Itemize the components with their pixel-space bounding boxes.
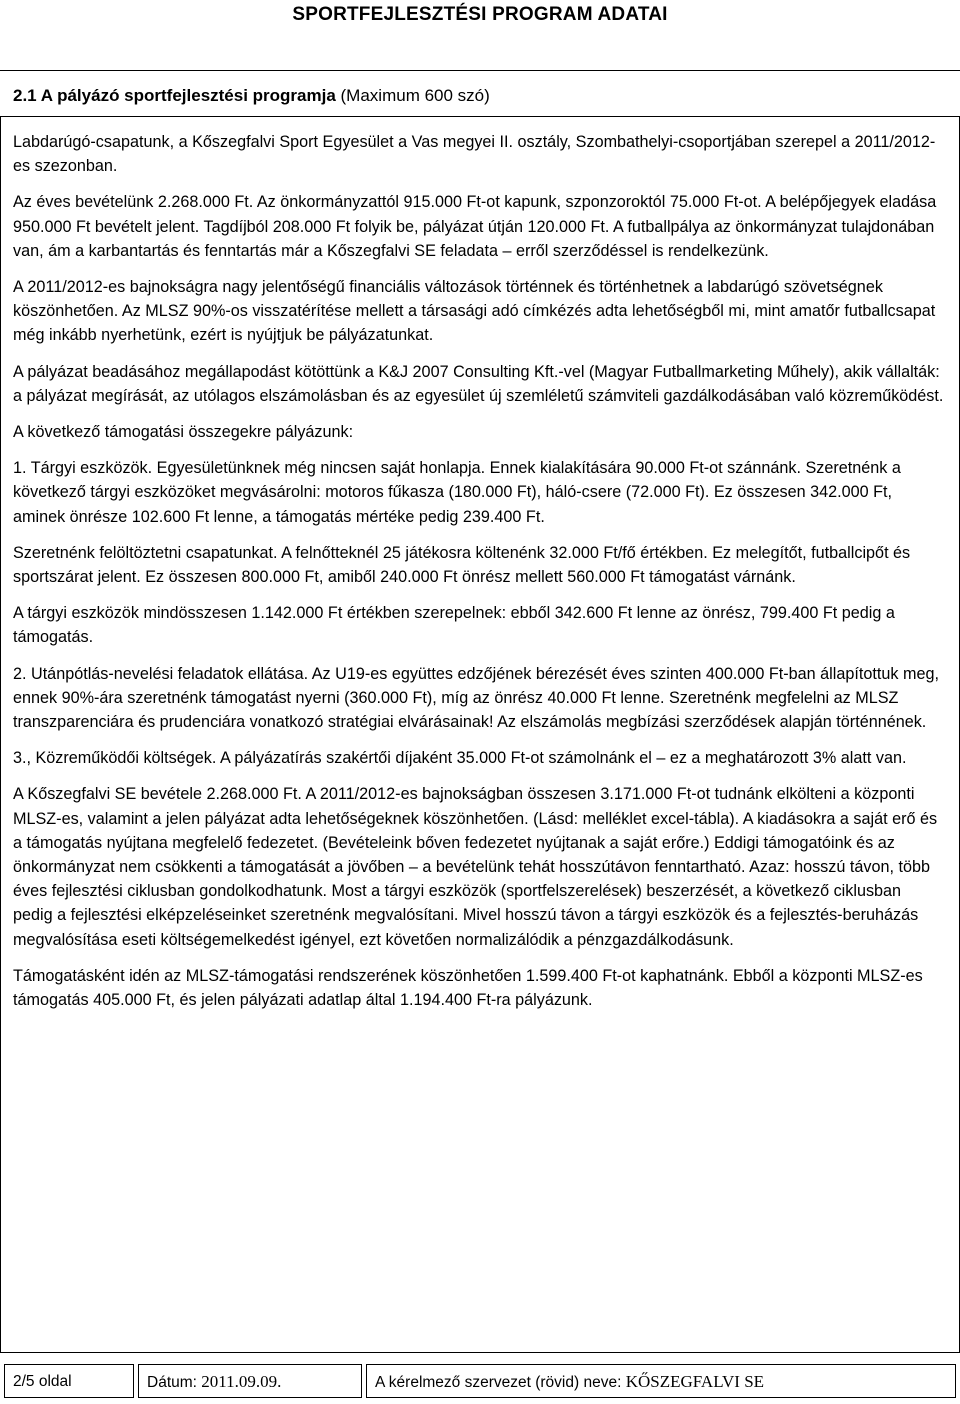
paragraph: 3., Közreműködői költségek. A pályázatírás szakértői díjaként 35.000 Ft-ot számolnánk el – ez a meghatározott 3% alatt van. (13, 749, 907, 768)
footer-date (138, 1364, 362, 1398)
paragraph: Támogatásként idén az MLSZ-támogatási rendszerének köszönhetően 1.599.400 Ft-ot kaphatnánk. Ebből a központi MLSZ-es támogatás 405.000 Ft, és jelen pályázati adatlap által 1.194.400 Ft-ra pályázunk. (13, 966, 923, 1010)
footer (0, 1364, 960, 1400)
footer-date-label: Dátum: (147, 1374, 202, 1391)
paragraph: A pályázat beadásához megállapodást kötöttünk a K&J 2007 Consulting Kft.-vel (Magyar Futballmarketing Műhely), akik vállalták: a pályázat megírását, az utólagos elszámolásban és az egyesület új szemléletű számviteli gazdálkodásában való közreműködést. (13, 362, 944, 405)
footer-organization-label: A kérelmező szervezet (rövid) neve: (375, 1374, 626, 1391)
section-heading (13, 86, 490, 106)
paragraph: A Kőszegfalvi SE bevétele 2.268.000 Ft. A 2011/2012-es bajnokságban összesen 3.171.000 Ft-ot tudnánk elkölteni a központi MLSZ-es, valamint a jelen pályázat adta lehetőségeknek köszönhetően. (Lásd: melléklet excel-tábla). A kiadásokra a saját erő és a támogatás nyújtana megfelelő fedezetet. (Bevételeink bőven fedezetet nyújtanak a saját erőre.) Eddigi támogatóink és az önkormányzat nem csökkenti a támogatását a jövőben – a bevételünk tehát hosszútávon fenntartható. Azaz: hosszú távon, több éves fejlesztési ciklusban gondolkodhatunk. Most a tárgyi eszközök (sportfelszerelések) beszerzését, a következő ciklusban pedig a fejlesztési elképzeléseinket szeretnénk megvalósítani. Mivel hosszú távon a tárgyi eszközök és a fejlesztés-beruházás megvalósítása eseti költségemelkedést igényel, ezt követően normalizálódik a pénzgazdálkodásunk. (13, 785, 938, 949)
footer-organization (366, 1364, 956, 1398)
paragraph: 2. Utánpótlás-nevelési feladatok ellátása. Az U19-es együttes edzőjének bérezését éves szinten 400.000 Ft-ban állapítottuk meg, ennek 90%-ára szeretnénk támogatást nyerni (360.000 Ft), míg az önrész 40.000 Ft lenne. Szeretnénk megfelelni az MLSZ transzparenciára és prudenciára vonatkozó stratégiai elvárásainak! Az elszámolás megbízási szerződések alapján történnének. (13, 664, 939, 732)
footer-date-value: 2011.09.09. (201, 1372, 282, 1391)
content-box-bottom-rule (0, 1352, 960, 1353)
content-box-left-border (0, 116, 1, 1352)
paragraph: 1. Tárgyi eszközök. Egyesületünknek még nincsen saját honlapja. Ennek kialakítására 90.000 Ft-ot szánnánk. Szeretnénk a következő tárgyi eszközöket megvásárolni: motoros fűkasza (180.000 Ft), háló-csere (72.000 Ft). Ez összesen 342.000 Ft, aminek önrésze 102.600 Ft lenne, a támogatás mértéke pedig 239.400 Ft. (13, 459, 901, 526)
paragraph: A következő támogatási összegekre pályázunk: (13, 423, 354, 442)
section-heading-bold: 2.1 A pályázó sportfejlesztési programja (13, 86, 336, 105)
paragraph: Labdarúgó-csapatunk, a Kőszegfalvi Sport Egyesület a Vas megyei II. osztály, Szombathelyi-csoportjában szerepel a 2011/2012-es szezonban. (13, 133, 936, 176)
footer-organization-name: KŐSZEGFALVI SE (625, 1372, 765, 1391)
paragraph: Szeretnénk felöltöztetni csapatunkat. A felnőtteknél 25 játékosra költenénk 32.000 Ft/fő értékben. Ez melegítőt, futballcipőt és sportszárat jelent. Ez összesen 800.000 Ft, amiből 240.000 Ft önrész mellett 560.000 Ft támogatást várnánk. (13, 543, 911, 587)
paragraph: A 2011/2012-es bajnokságra nagy jelentőségű financiális változások történnek és történhetnek a labdarúgó szövetségnek köszönhetően. Az MLSZ 90%-os visszatérítése mellett a társasági adó címkézés adta lehetőségből mi, mint amatőr futballcsapat még inkább nyerhetünk, ezért is nyújtjuk be pályázatunkat. (13, 278, 936, 345)
footer-page-number: 2/5 oldal (4, 1364, 134, 1398)
section-heading-note: (Maximum 600 szó) (335, 86, 490, 105)
top-rule (0, 70, 960, 71)
paragraph: Az éves bevételünk 2.268.000 Ft. Az önkormányzattól 915.000 Ft-ot kapunk, szponzoroktól 75.000 Ft-ot. A belépőjegyek eladása 950.000 Ft bevételt jelent. Tagdíjból 208.000 Ft folyik be, pályázat útján 120.000 Ft. A futballpálya az önkormányzat tulajdonában van, ám a karbantartás és fenntartás már a Kőszegfalvi SE feladata – erről szerződéssel is rendelkezünk. (13, 193, 937, 260)
paragraph: A tárgyi eszközök mindösszesen 1.142.000 Ft értékben szerepelnek: ebből 342.600 Ft lenne az önrész, 799.400 Ft pedig a támogatás. (13, 604, 895, 647)
program-text (13, 130, 945, 1024)
page-title: SPORTFEJLESZTÉSI PROGRAM ADATAI (292, 4, 668, 25)
content-box-top-rule (0, 116, 960, 117)
